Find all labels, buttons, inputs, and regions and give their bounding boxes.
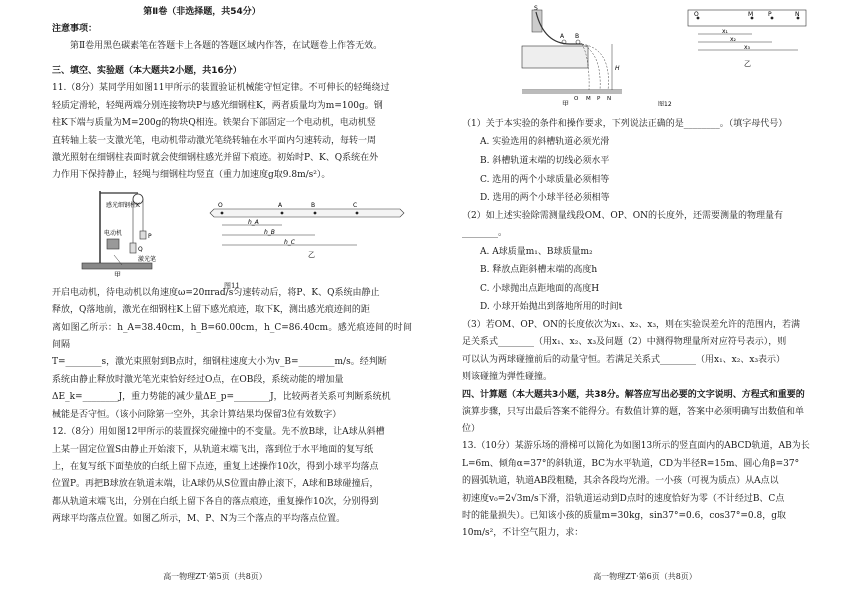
q11-line: 激光照射在细钢柱表面时就会使细钢柱感光并留下痕迹。初始时P、K、Q系统在外 xyxy=(52,153,379,164)
top-P: P xyxy=(768,11,772,18)
q12-sub1-option: A. 实验选用的斜槽轨道必须光滑 xyxy=(480,137,610,148)
top-N: N xyxy=(795,11,800,18)
label-hA: h_A xyxy=(248,218,259,226)
part3-heading: 三、填空、实验题（本大题共2小题，共16分） xyxy=(52,66,242,77)
q12-line: 都从轨道末端飞出，分别在白纸上留下各自的落点痕迹，重复操作10次，分别得到 xyxy=(52,496,379,507)
q13-line: 时的能量损失）。已知该小孩的质量m=30kg，sin37°=0.6，cos37°=0.8，g取 xyxy=(462,511,786,522)
q13-line: 10m/s²，不计空气阻力，求： xyxy=(462,528,584,539)
point-O: O xyxy=(218,201,223,209)
label-gan: 感光细钢柱K xyxy=(106,201,140,209)
q11-after-line: 系统由静止释放时激光笔光束恰好经过O点，在OB段，系统动能的增加量 xyxy=(52,374,344,385)
label-jia-12: 甲 xyxy=(562,100,569,106)
q13-line: 13.（10分）某游乐场的滑梯可以简化为如图13所示的竖直面内的ABCD轨道，AB为长 xyxy=(462,441,810,452)
q12-sub3-line: 则该碰撞为弹性碰撞。 xyxy=(462,372,553,383)
right-footer: 高一物理ZT·第6页（共8页） xyxy=(593,572,697,581)
q11-after-line: T=________s，激光束照射到B点时，细钢柱速度大小为v_B=________m/s。经判断 xyxy=(52,357,387,368)
q12-sub2-option: C. 小球抛出点距地面的高度H xyxy=(480,283,600,294)
q12-sub3-line: 足关系式________（用x₁、x₂、x₃及问题（2）中测得物理量所对应符号表示），则 xyxy=(462,337,787,348)
q12-sub3-line: （3）若OM、OP、ON的长度依次为x₁、x₂、x₃，则在实验误差允许的范围内，若满 xyxy=(462,319,801,330)
ground-O: O xyxy=(574,96,579,102)
q13-line: L=6m、倾角α=37°的斜轨道，BC为水平轨道，CD为半径R=15m、圆心角β=37° xyxy=(462,458,800,469)
ground-P: P xyxy=(597,96,601,102)
section-title: 第Ⅱ卷（非选择题，共54分） xyxy=(143,7,261,17)
ground-N: N xyxy=(607,96,612,102)
part4-line: 演算步骤，只写出最后答案不能得分。有数值计算的题，答案中必须明确写出数值和单 xyxy=(462,406,805,417)
point-B: B xyxy=(311,201,316,209)
q11-after-line: 械能是否守恒。（该小问除第一空外，其余计算结果均保留3位有效数字） xyxy=(52,409,342,420)
q12-sub2-line: ________。 xyxy=(462,228,508,239)
label-P: P xyxy=(148,232,152,240)
q12-line: 上，在复写纸下面垫放的白纸上留下点迹，重复上述操作10次，得到小球平均落点 xyxy=(52,461,379,472)
q12-line: 12.（8分）用如图12甲所示的装置探究碰撞中的不变量。先不放B球，让A球从斜槽 xyxy=(52,427,385,438)
part4-line: 位） xyxy=(462,424,481,434)
q12-sub1-option: C. 选用的两个小球质量必须相等 xyxy=(480,174,610,185)
label-A: A xyxy=(560,33,565,40)
label-hC: h_C xyxy=(284,238,295,246)
q12-sub2-line: （2）如上述实验除需测量线段OM、OP、ON的长度外，还需要测量的物理量有 xyxy=(462,210,784,221)
top-O: O xyxy=(694,11,699,18)
q12-sub2-option: A. A球质量m₁、B球质量m₂ xyxy=(480,246,593,257)
q12-sub1-option: B. 斜槽轨道末端的切线必须水平 xyxy=(480,156,610,166)
point-C: C xyxy=(353,201,358,209)
notice-heading: 注意事项： xyxy=(52,24,98,34)
label-S: S xyxy=(534,5,538,12)
label-x3: x₃ xyxy=(744,44,750,51)
q11-after-line: ΔE_k=________J，重力势能的减少量ΔE_p=________J，比较两者关系可判断系统机 xyxy=(52,392,391,403)
q13-line: 初速度v₀=2√3m/s下滑，沿轨道运动到D点时的速度恰好为零（不计经过B、C点 xyxy=(462,493,785,504)
left-footer: 高一物理ZT·第5页（共8页） xyxy=(163,572,267,581)
q11-text xyxy=(52,80,412,184)
label-Q: Q xyxy=(138,245,143,253)
q12-line: 位置P。再把B球放在轨道末端，让A球仍从S位置由静止滚下，A球和B球碰撞后， xyxy=(52,479,379,490)
ground-M: M xyxy=(586,96,591,102)
label-hB: h_B xyxy=(264,228,275,236)
q12-sub1-option: D. 选用的两个小球半径必须相等 xyxy=(480,193,610,204)
label-laser: 激光笔 xyxy=(138,255,157,263)
label-x2: x₂ xyxy=(730,36,736,43)
part4-heading: 四、计算题（本大题共3小题，共38分。解答应写出必要的文字说明、方程式和重要的 xyxy=(462,389,805,400)
q12-sub3-line: 可以认为两球碰撞前后的动量守恒。若满足关系式________（用x₁、x₂、x₃表示） xyxy=(462,354,786,365)
label-B: B xyxy=(575,33,580,40)
q11-after-line: 开启电动机，待电动机以角速度ω=20πrad/s匀速转动后，将P、K、Q系统由静止 xyxy=(52,287,380,298)
q12-sub2-option: B. 释放点距斜槽末端的高度h xyxy=(480,265,598,276)
label-motor: 电动机 xyxy=(104,229,123,237)
label-yi-12: 乙 xyxy=(744,60,751,68)
point-A: A xyxy=(278,201,283,209)
q11-line: 力作用下保持静止，轻绳与细钢柱均竖直（重力加速度g取9.8m/s²）。 xyxy=(52,170,331,181)
q11-continuation xyxy=(52,285,412,424)
q11-line: 直转轴上装一支激光笔，电动机带动激光笔绕转轴在水平面内匀速转动，每转一周 xyxy=(52,135,377,146)
q11-after-line: 释放，Q落地前，激光在细钢柱K上留下感光痕迹，取下K，测出感光痕迹间的距 xyxy=(52,305,370,316)
right-page xyxy=(430,0,860,592)
q11-after-line: 离如图乙所示：h_A=38.40cm，h_B=60.00cm，h_C=86.40cm。感光痕迹间的时间间隔 xyxy=(52,322,412,351)
q11-line: 11.（8分）某同学用如图11甲所示的装置验证机械能守恒定律。不可伸长的轻绳绕过 xyxy=(52,83,390,94)
label-jia: 甲 xyxy=(114,270,121,277)
figure-11-caption: 图11 xyxy=(224,281,240,290)
q12-line: 上某一固定位置S由静止开始滚下，从轨道末端飞出，落到位于水平地面的复写纸 xyxy=(52,444,374,455)
q12-sub2-option: D. 小球开始抛出到落地所用的时间t xyxy=(480,302,623,313)
q11-line: 柱K下端与质量为M=200g的物块Q相连。铁架台下部固定一个电动机，电动机竖 xyxy=(52,118,376,129)
q12-sub1: （1）关于本实验的条件和操作要求，下列说法正确的是________。（填字母代号） xyxy=(462,119,788,129)
figure-11-diagram xyxy=(52,185,412,277)
figure-12-diagram xyxy=(462,4,838,106)
figure-11 xyxy=(52,185,412,290)
figure-12-caption: 图12 xyxy=(658,101,672,106)
notice-text: 第Ⅱ卷用黑色碳素笔在答题卡上各题的答题区域内作答，在试题卷上作答无效。 xyxy=(70,41,383,51)
top-M: M xyxy=(748,11,754,18)
q12-text xyxy=(52,424,412,528)
q13-line: 的圆弧轨道，轨道AB段粗糙，其余各段均光滑。一小孩（可视为质点）从A点以 xyxy=(462,476,779,487)
q12-line: 两球平均落点位置。如图乙所示，M、P、N为三个落点的平均落点位置。 xyxy=(52,514,346,525)
label-H: H xyxy=(615,65,620,72)
figure-12 xyxy=(462,4,838,116)
q11-line: 轻质定滑轮，轻绳两端分别连接物块P与感光细钢柱K，两者质量均为m=100g。钢 xyxy=(52,100,383,111)
label-x1: x₁ xyxy=(722,28,728,35)
label-yi: 乙 xyxy=(308,250,315,259)
